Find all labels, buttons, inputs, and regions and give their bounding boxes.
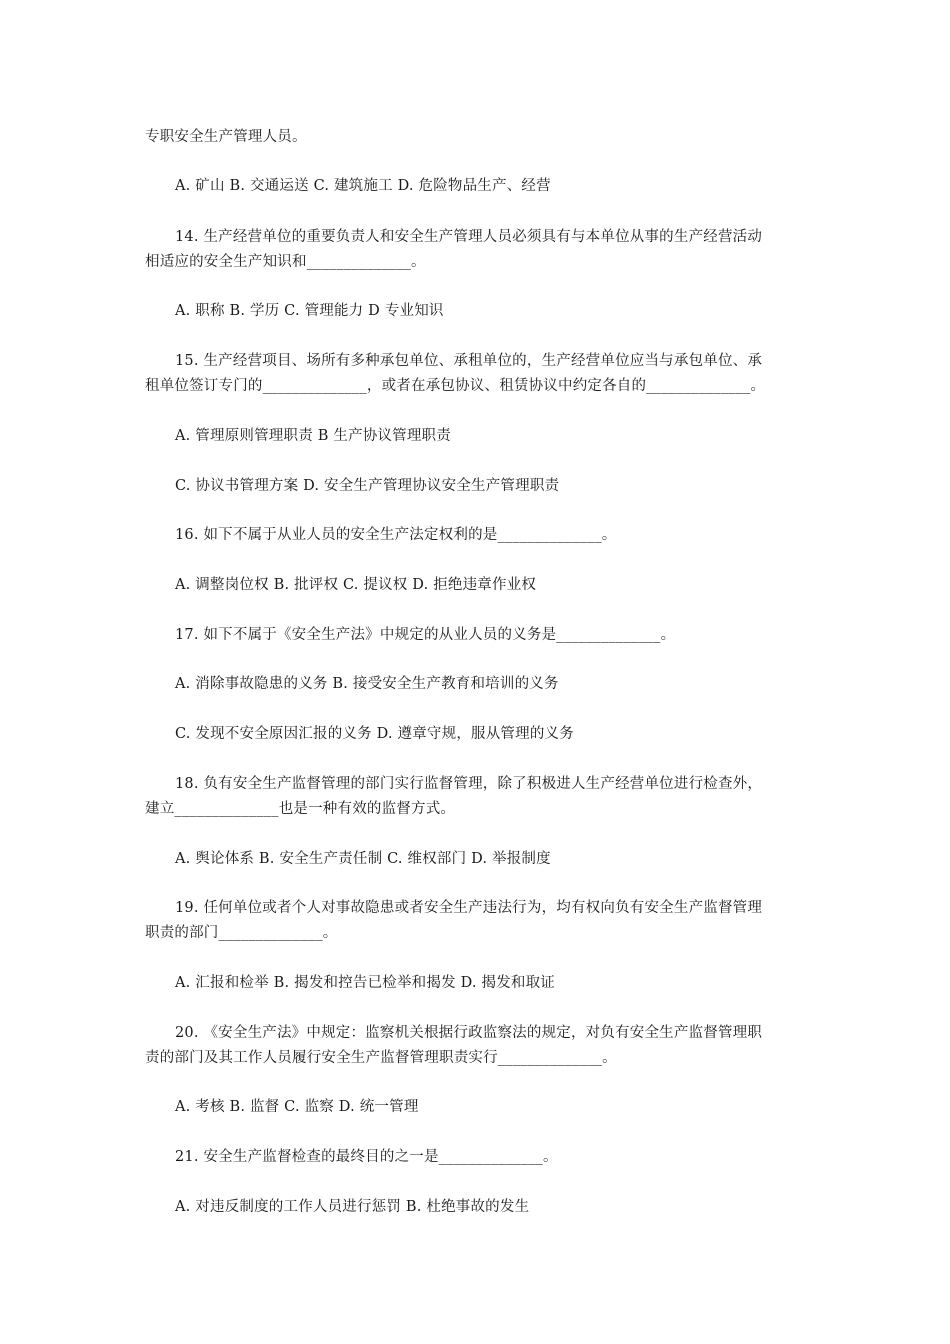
q21-question: 21. 安全生产监督检查的最终目的之一是______________。 [175, 1149, 558, 1165]
q17-options-line-1: A. 消除事故隐患的义务 B. 接受安全生产教育和培训的义务 [175, 676, 559, 692]
q20-question-line-2: 责的部门及其工作人员履行安全生产监督管理职责实行______________。 [145, 1050, 617, 1066]
q20-options: A. 考核 B. 监督 C. 监察 D. 统一管理 [175, 1099, 419, 1115]
q18-question-line-2: 建立______________也是一种有效的监督方式。 [145, 801, 456, 817]
q15-options-line-1: A. 管理原则管理职责 B 生产协议管理职责 [175, 428, 451, 444]
q18-question-line-1: 18. 负有安全生产监督管理的部门实行监督管理，除了积极进人生产经营单位进行检查外， [175, 776, 763, 792]
q19-question-line-2: 职责的部门______________。 [145, 925, 338, 941]
q17-question: 17. 如下不属于《安全生产法》中规定的从业人员的义务是______________。 [175, 627, 676, 643]
q15-options-line-2: C. 协议书管理方案 D. 安全生产管理协议安全生产管理职责 [175, 478, 560, 494]
q21-options-line-1: A. 对违反制度的工作人员进行惩罚 B. 杜绝事故的发生 [175, 1199, 530, 1215]
q19-question-line-1: 19. 任何单位或者个人对事故隐患或者安全生产违法行为，均有权向负有安全生产监督管理 [175, 900, 763, 916]
q20-question-line-1: 20. 《安全生产法》中规定：监察机关根据行政监察法的规定，对负有安全生产监督管理职 [175, 1025, 763, 1041]
q16-question: 16. 如下不属于从业人员的安全生产法定权利的是______________。 [175, 527, 617, 543]
q16-options: A. 调整岗位权 B. 批评权 C. 提议权 D. 拒绝违章作业权 [175, 577, 537, 593]
q14-question-line-2: 相适应的安全生产知识和______________。 [145, 254, 426, 270]
q17-options-line-2: C. 发现不安全原因汇报的义务 D. 遵章守规，服从管理的义务 [175, 726, 574, 742]
q14-question-line-1: 14. 生产经营单位的重要负责人和安全生产管理人员必须具有与本单位从事的生产经营活动 [175, 229, 763, 245]
q15-question-line-2: 租单位签订专门的______________，或者在承包协议、租赁协议中约定各自的______________。 [145, 378, 766, 394]
q14-options: A. 职称 B. 学历 C. 管理能力 D 专业知识 [175, 303, 444, 319]
q18-options: A. 舆论体系 B. 安全生产责任制 C. 维权部门 D. 举报制度 [175, 851, 551, 867]
q13-options: A. 矿山 B. 交通运送 C. 建筑施工 D. 危险物品生产、经营 [175, 178, 551, 194]
q19-options: A. 汇报和检举 B. 揭发和控告已检举和揭发 D. 揭发和取证 [175, 975, 556, 991]
text-line-continuation: 专职安全生产管理人员。 [145, 129, 307, 145]
q15-question-line-1: 15. 生产经营项目、场所有多种承包单位、承租单位的，生产经营单位应当与承包单位、承 [175, 353, 763, 369]
